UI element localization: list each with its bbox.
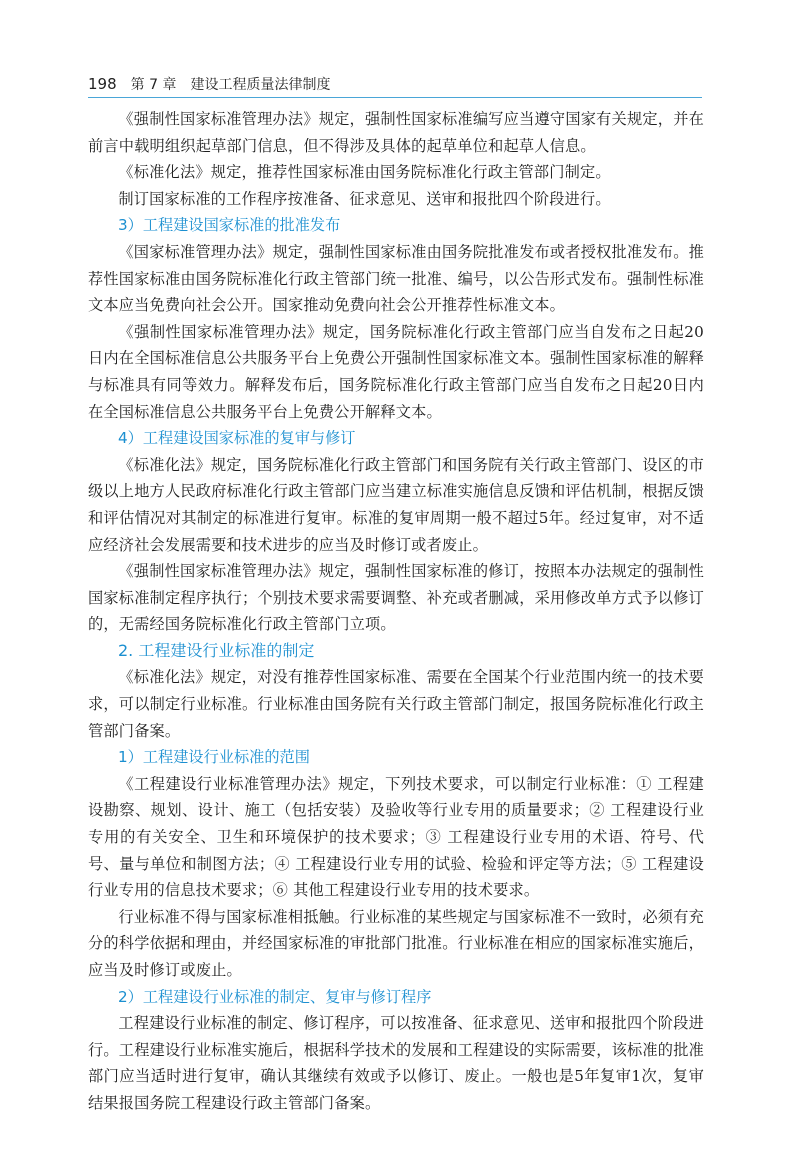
section-heading: 3）工程建设国家标准的批准发布: [118, 216, 341, 235]
paragraph: 《强制性国家标准管理办法》规定，国务院标准化行政主管部门应当自发布之日起20日内在全国标准信息公共服务平台上免费公开强制性国家标准文本。强制性国家标准的解释与标准具有同等效力。解释发布后，国务院标准化行政主管部门应当自发布之日起20日内在全国标准信息公共服务平台上免费公开解释文本。: [88, 322, 704, 421]
chapter-title: 建设工程质量法律制度: [190, 77, 331, 93]
paragraph: 制订国家标准的工作程序按准备、征求意见、送审和报批四个阶段进行。: [118, 189, 611, 208]
paragraph: 《标准化法》规定，国务院标准化行政主管部门和国务院有关行政主管部门、设区的市级以上地方人民政府标准化行政主管部门应当建立标准实施信息反馈和评估机制，根据反馈和评估情况对其制定的标准进行复审。标准的复审周期一般不超过5年。经过复审，对不适应经济社会发展需要和技术进步的应当及时修订或者废止。: [88, 455, 704, 554]
paragraph: 工程建设行业标准的制定、修订程序，可以按准备、征求意见、送审和报批四个阶段进行。工程建设行业标准实施后，根据科学技术的发展和工程建设的实际需要，该标准的批准部门应当适时进行复审，确认其继续有效或予以修订、废止。一般也是5年复审1次，复审结果报国务院工程建设行政主管部门备案。: [88, 1014, 704, 1112]
page-number: 198: [88, 75, 117, 93]
paragraph: 《强制性国家标准管理办法》规定，强制性国家标准编写应当遵守国家有关规定，并在前言中载明组织起草部门信息，但不得涉及具体的起草单位和起草人信息。: [88, 110, 704, 155]
paragraph: 行业标准不得与国家标准相抵触。行业标准的某些规定与国家标准不一致时，必须有充分的科学依据和理由，并经国家标准的审批部门批准。行业标准在相应的国家标准实施后，应当及时修订或废止。: [88, 907, 704, 979]
paragraph: 《工程建设行业标准管理办法》规定，下列技术要求，可以制定行业标准：① 工程建设勘察、规划、设计、施工（包括安装）及验收等行业专用的质量要求；② 工程建设行业专用的有关安全、卫生和环境保护的技术要求；③ 工程建设行业专用的术语、符号、代号、量与单位和制图方法；④ 工程建设行业专用的试验、检验和评定等方法；⑤ 工程建设行业专用的信息技术要求；⑥ 其他工程建设行业专用的技术要求。: [88, 774, 704, 900]
major-section-heading: 2. 工程建设行业标准的制定: [118, 640, 315, 660]
section-heading: 2）工程建设行业标准的制定、复审与修订程序: [118, 987, 432, 1006]
paragraph: 《强制性国家标准管理办法》规定，强制性国家标准的修订，按照本办法规定的强制性国家标准制定程序执行；个别技术要求需要调整、补充或者删减，采用修改单方式予以修订的，无需经国务院标准化行政主管部门立项。: [88, 562, 704, 634]
section-heading: 1）工程建设行业标准的范围: [118, 748, 310, 767]
chapter-label: 第 7 章: [130, 77, 177, 93]
paragraph: 《标准化法》规定，推荐性国家标准由国务院标准化行政主管部门制定。: [118, 163, 611, 182]
header-divider: [88, 97, 702, 98]
paragraph: 《国家标准管理办法》规定，强制性国家标准由国务院批准发布或者授权批准发布。推荐性国家标准由国务院标准化行政主管部门统一批准、编号，以公告形式发布。强制性标准文本应当免费向社会公开。国家推动免费向社会公开推荐性标准文本。: [88, 242, 704, 315]
paragraph: 《标准化法》规定，对没有推荐性国家标准、需要在全国某个行业范围内统一的技术要求，可以制定行业标准。行业标准由国务院有关行政主管部门制定，报国务院标准化行政主管部门备案。: [88, 668, 704, 740]
running-header: [88, 70, 702, 98]
section-heading: 4）工程建设国家标准的复审与修订: [118, 429, 356, 448]
body-text: [88, 106, 704, 1117]
